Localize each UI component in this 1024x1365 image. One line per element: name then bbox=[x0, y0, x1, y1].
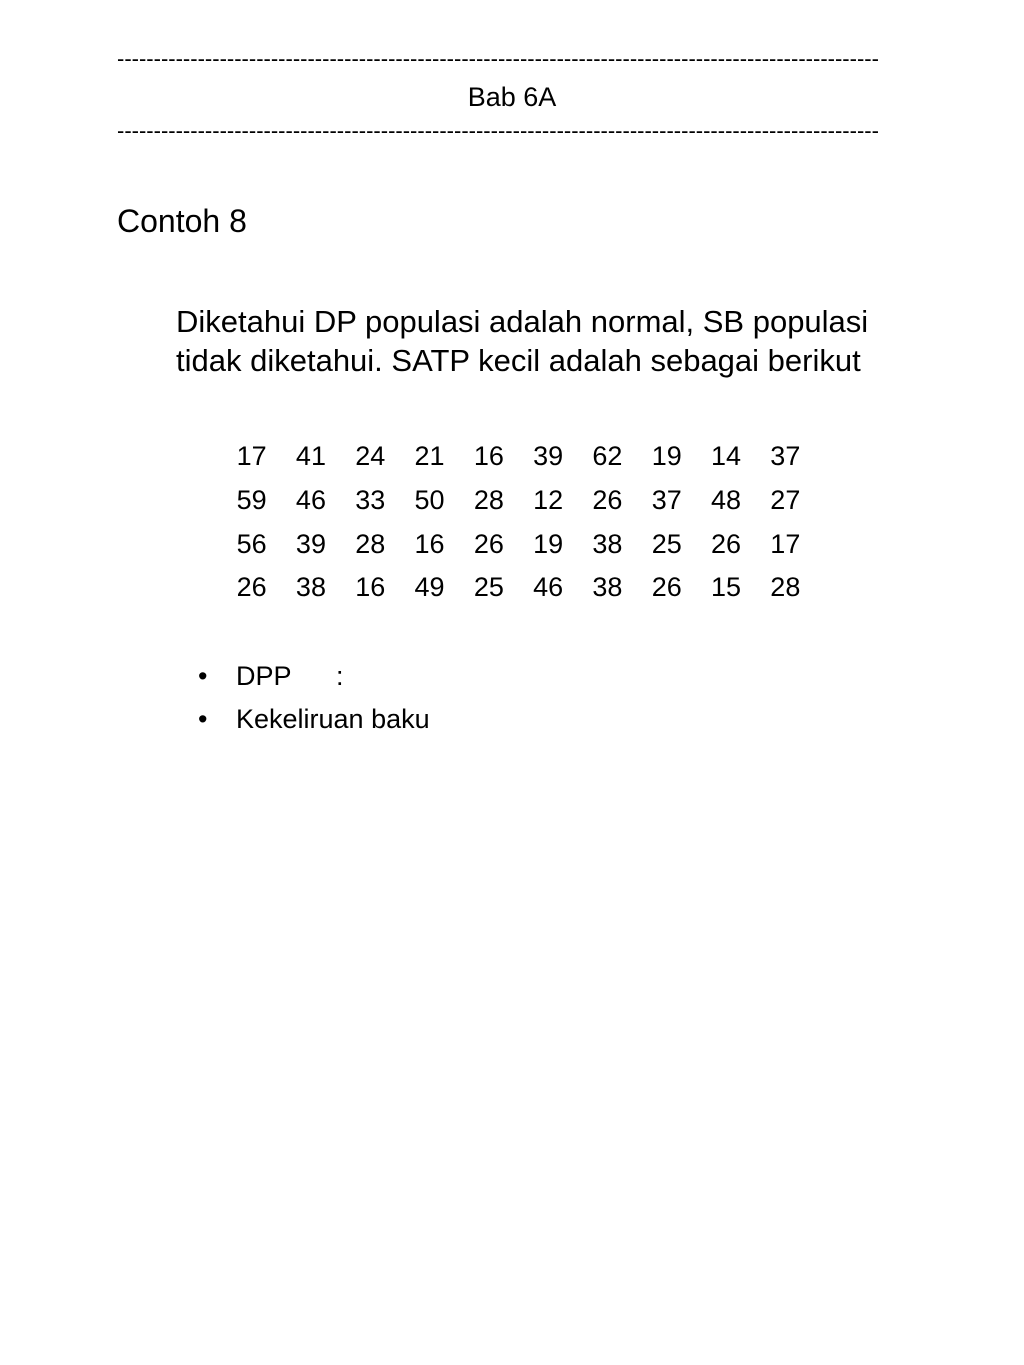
table-row bbox=[222, 479, 815, 523]
table-cell: 59 bbox=[236, 485, 267, 516]
bullet-list bbox=[198, 655, 430, 741]
standard-error-label: Kekeliruan baku bbox=[236, 704, 430, 734]
table-cell: 12 bbox=[533, 485, 564, 516]
table-cell: 26 bbox=[651, 572, 682, 603]
table-cell: 19 bbox=[533, 528, 564, 559]
table-cell: 33 bbox=[355, 485, 386, 516]
table-cell: 24 bbox=[355, 441, 386, 472]
table-cell: 50 bbox=[414, 485, 445, 516]
table-cell: 56 bbox=[236, 528, 267, 559]
bullet-item-standard-error bbox=[198, 698, 430, 741]
table-cell: 25 bbox=[651, 528, 682, 559]
problem-statement bbox=[176, 302, 966, 380]
bottom-dashed-rule: -------------------------------------------------------------------------------------------------------- bbox=[117, 118, 879, 143]
table-cell: 38 bbox=[592, 528, 623, 559]
table-cell: 27 bbox=[770, 485, 801, 516]
table-cell: 26 bbox=[711, 528, 742, 559]
bullet-icon: • bbox=[198, 704, 208, 734]
table-cell: 28 bbox=[355, 528, 386, 559]
table-cell: 46 bbox=[295, 485, 326, 516]
bullet-icon: • bbox=[198, 661, 208, 691]
table-row bbox=[222, 522, 815, 566]
table-cell: 62 bbox=[592, 441, 623, 472]
table-cell: 16 bbox=[473, 441, 504, 472]
problem-line-1: Diketahui DP populasi adalah normal, SB populasi bbox=[176, 304, 869, 339]
dpp-separator: : bbox=[336, 661, 344, 691]
table-cell: 28 bbox=[770, 572, 801, 603]
table-cell: 15 bbox=[711, 572, 742, 603]
table-cell: 26 bbox=[473, 528, 504, 559]
chapter-title: Bab 6A bbox=[467, 82, 557, 112]
table-cell: 17 bbox=[236, 441, 267, 472]
table-cell: 38 bbox=[592, 572, 623, 603]
table-cell: 39 bbox=[295, 528, 326, 559]
table-cell: 19 bbox=[651, 441, 682, 472]
table-cell: 48 bbox=[711, 485, 742, 516]
top-dashed-rule: -------------------------------------------------------------------------------------------------------- bbox=[117, 46, 879, 71]
table-row bbox=[222, 435, 815, 479]
table-cell: 37 bbox=[651, 485, 682, 516]
table-cell: 39 bbox=[533, 441, 564, 472]
table-cell: 21 bbox=[414, 441, 445, 472]
table-cell: 26 bbox=[236, 572, 267, 603]
dpp-label: DPP bbox=[236, 661, 292, 691]
table-cell: 49 bbox=[414, 572, 445, 603]
table-cell: 28 bbox=[473, 485, 504, 516]
table-cell: 37 bbox=[770, 441, 801, 472]
table-row bbox=[222, 566, 815, 610]
example-title: Contoh 8 bbox=[117, 203, 247, 239]
bullet-item-dpp bbox=[198, 655, 430, 698]
table-cell: 41 bbox=[295, 441, 326, 472]
table-cell: 16 bbox=[355, 572, 386, 603]
table-cell: 17 bbox=[770, 528, 801, 559]
table-cell: 16 bbox=[414, 528, 445, 559]
problem-line-2: tidak diketahui. SATP kecil adalah sebagai berikut bbox=[176, 343, 861, 378]
table-cell: 46 bbox=[533, 572, 564, 603]
table-cell: 25 bbox=[473, 572, 504, 603]
table-cell: 26 bbox=[592, 485, 623, 516]
table-cell: 38 bbox=[295, 572, 326, 603]
sample-data-table bbox=[222, 435, 815, 610]
table-cell: 14 bbox=[711, 441, 742, 472]
